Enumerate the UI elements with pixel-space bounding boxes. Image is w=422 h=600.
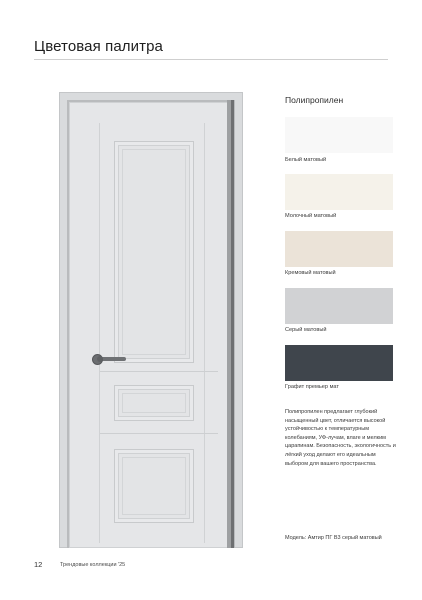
swatch-label: Графит премьер мат	[285, 384, 339, 390]
swatch-label: Белый матовый	[285, 157, 327, 163]
door-stile-left	[99, 123, 100, 543]
door-panel-middle	[114, 385, 194, 421]
page-title: Цветовая палитра	[34, 38, 163, 55]
door-rail-line	[100, 371, 218, 372]
door-rail-line	[100, 433, 218, 434]
palette-heading: Полипропилен	[285, 95, 344, 105]
door-panel-top-molding	[122, 149, 186, 355]
swatch-cream-matte	[285, 231, 393, 267]
door-panel-bottom	[114, 449, 194, 523]
swatch-label: Молочный матовый	[285, 213, 337, 219]
door-handle-neck	[97, 356, 103, 362]
model-caption: Модель: Амтир ПГ В3 серый матовый	[285, 535, 382, 541]
swatch-white-matte	[285, 117, 393, 153]
footer-collection-text: Трендовые коллекции '25	[60, 562, 126, 568]
material-description: Полипропилен предлагает глубокий насыщенный цвет, отличается высокой устойчивостью к температурным колебаниям, УФ-лучам, влаге и мелким царапинам. Безопасность, экологичность и лёгкий уход делают его идеальным выбором для вашего пространства.	[285, 409, 396, 467]
swatch-label: Кремовый матовый	[285, 270, 336, 276]
title-divider	[34, 59, 388, 60]
door-panel-middle-molding	[122, 393, 186, 413]
door-stile-right	[204, 123, 205, 543]
door-panel-bottom-molding	[122, 457, 186, 515]
door-leaf	[69, 102, 233, 548]
swatch-label: Серый матовый	[285, 327, 327, 333]
door-panel-top	[114, 141, 194, 363]
swatch-milky-matte	[285, 174, 393, 210]
swatch-graphite-premier	[285, 345, 393, 381]
door-illustration	[59, 92, 243, 548]
door-hinge-edge-dark	[231, 100, 234, 548]
swatch-grey-matte	[285, 288, 393, 324]
page-number: 12	[34, 560, 43, 569]
